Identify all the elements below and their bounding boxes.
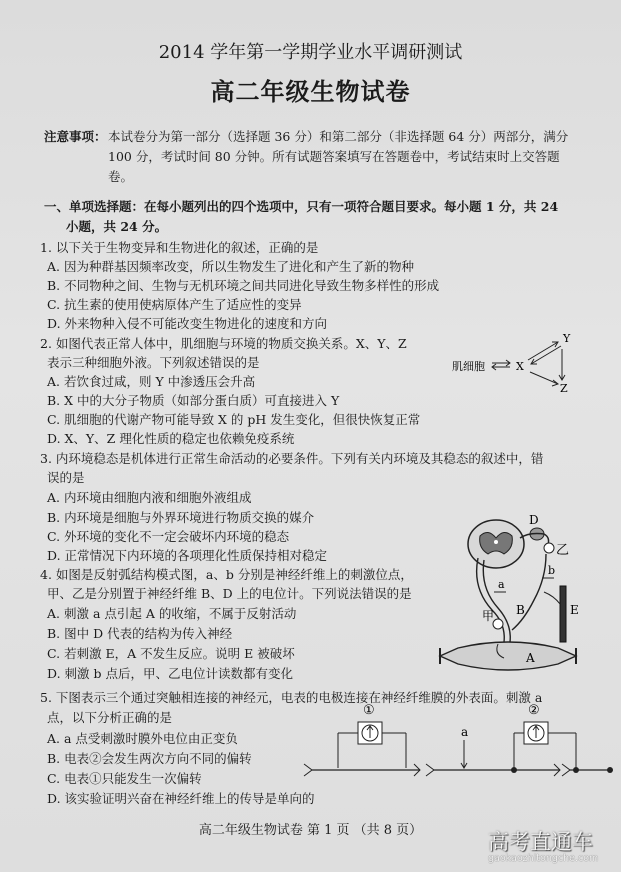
q1-stem: 1. 以下关于生物变异和生物进化的叙述，正确的是 [40,240,319,255]
muscle-cell-label: 肌细胞 [452,360,485,373]
x-label: X [516,360,524,373]
q3-option-a: A. 内环境由细胞内液和细胞外液组成 [47,490,252,505]
q4-stem-line-2: 甲、乙是分别置于神经纤维 B、D 上的电位计。下列说法错误的是 [47,586,412,601]
q3-option-c: C. 外环境的变化不一定会破坏内环境的稳态 [47,529,290,544]
q1-option-c: C. 抗生素的使用使病原体产生了适应性的变异 [47,297,302,312]
label-big-b: B [516,603,525,617]
label-jia: 甲 [482,609,495,623]
meter-2-label: ② [528,703,540,718]
label-e: E [570,603,579,617]
q4-option-c: C. 若刺激 E，A 不发生反应。说明 E 被破坏 [47,646,295,661]
q2-option-a: A. 若饮食过咸，则 Y 中渗透压会升高 [47,374,256,389]
q4-option-a: A. 刺激 a 点引起 A 的收缩，不属于反射活动 [47,606,297,621]
q5-option-d: D. 该实验证明兴奋在神经纤维上的传导是单向的 [47,791,315,806]
neuron-meter-diagram [300,700,616,790]
exam-title: 2014 学年第一学期学业水平调研测试 [158,42,463,63]
q4-option-d: D. 刺激 b 点后，甲、乙电位计读数都有变化 [47,666,293,681]
notice-line-3: 卷。 [108,169,134,184]
meter-1-label: ① [363,703,375,718]
point-a-label: a [461,725,469,739]
q1-option-d: D. 外来物种入侵不可能改变生物进化的速度和方向 [47,316,328,331]
label-yi: 乙 [556,543,570,558]
watermark-url: gaokaozhitongche.com [488,853,599,864]
label-a: a [498,578,505,591]
q4-stem-line-1: 4. 如图是反射弧结构模式图，a、b 分别是神经纤维上的刺激位点， [40,567,413,582]
q1-option-a: A. 因为种群基因频率改变，所以生物发生了进化和产生了新的物种 [47,259,414,274]
q5-option-c: C. 电表①只能发生一次偏转 [47,771,202,786]
label-d: D [529,513,539,527]
q3-stem-line-1: 3. 内环境稳态是机体进行正常生命活动的必要条件。下列有关内环境及其稳态的叙述中，错 [40,451,544,466]
y-label: Y [563,332,571,345]
section-heading-line-1: 一、单项选择题：在每小题列出的四个选项中，只有一项符合题目要求。每小题 1 分，共 24 [44,199,559,214]
q3-stem-line-2: 误的是 [47,470,85,485]
exam-subtitle: 高二年级生物试卷 [210,77,411,106]
q2-stem-line-1: 2. 如图代表正常人体中，肌细胞与环境的物质交换关系。X、Y、Z [40,336,407,351]
section-heading-line-2: 小题，共 24 分。 [66,219,168,234]
watermark-logo-text: 高考直通车 [488,830,593,854]
q2-option-d: D. X、Y、Z 理化性质的稳定也依赖免疫系统 [47,431,295,446]
notice-line-1: 本试卷分为第一部分（选择题 36 分）和第二部分（非选择题 64 分）两部分，满分 [108,129,569,144]
label-muscle-a: A [526,651,535,665]
z-label: Z [560,382,568,395]
page-footer: 高二年级生物试卷 第 1 页 （共 8 页） [198,823,423,838]
q5-option-a: A. a 点受刺激时膜外电位由正变负 [47,731,238,746]
body-fluid-exchange-diagram [452,332,592,400]
q4-option-b: B. 图中 D 代表的结构为传入神经 [47,626,233,641]
reflex-arc-diagram [434,508,594,678]
q5-stem-line-1: 5. 下图表示三个通过突触相连接的神经元，电表的电极连接在神经纤维膜的外表面。刺激 a [40,690,543,705]
q3-option-d: D. 正常情况下内环境的各项理化性质保持相对稳定 [47,548,328,563]
q2-option-b: B. X 中的大分子物质（如部分蛋白质）可直接进入 Y [47,393,340,408]
q3-option-b: B. 内环境是细胞与外界环境进行物质交换的媒介 [47,510,315,525]
q1-option-b: B. 不同物种之间、生物与无机环境之间共同进化导致生物多样性的形成 [47,278,440,293]
q5-stem-line-2: 点，以下分析正确的是 [47,710,173,725]
notice-line-2: 100 分，考试时间 80 分钟。所有试题答案填写在答题卷中，考试结束时上交答题 [108,149,560,164]
q2-stem-line-2: 表示三种细胞外液。下列叙述错误的是 [47,355,260,370]
q2-option-c: C. 肌细胞的代谢产物可能导致 X 的 pH 发生变化，但很快恢复正常 [47,412,421,427]
q5-option-b: B. 电表②会发生两次方向不同的偏转 [47,751,252,766]
label-b: b [548,564,556,577]
notice-label: 注意事项： [44,129,107,144]
